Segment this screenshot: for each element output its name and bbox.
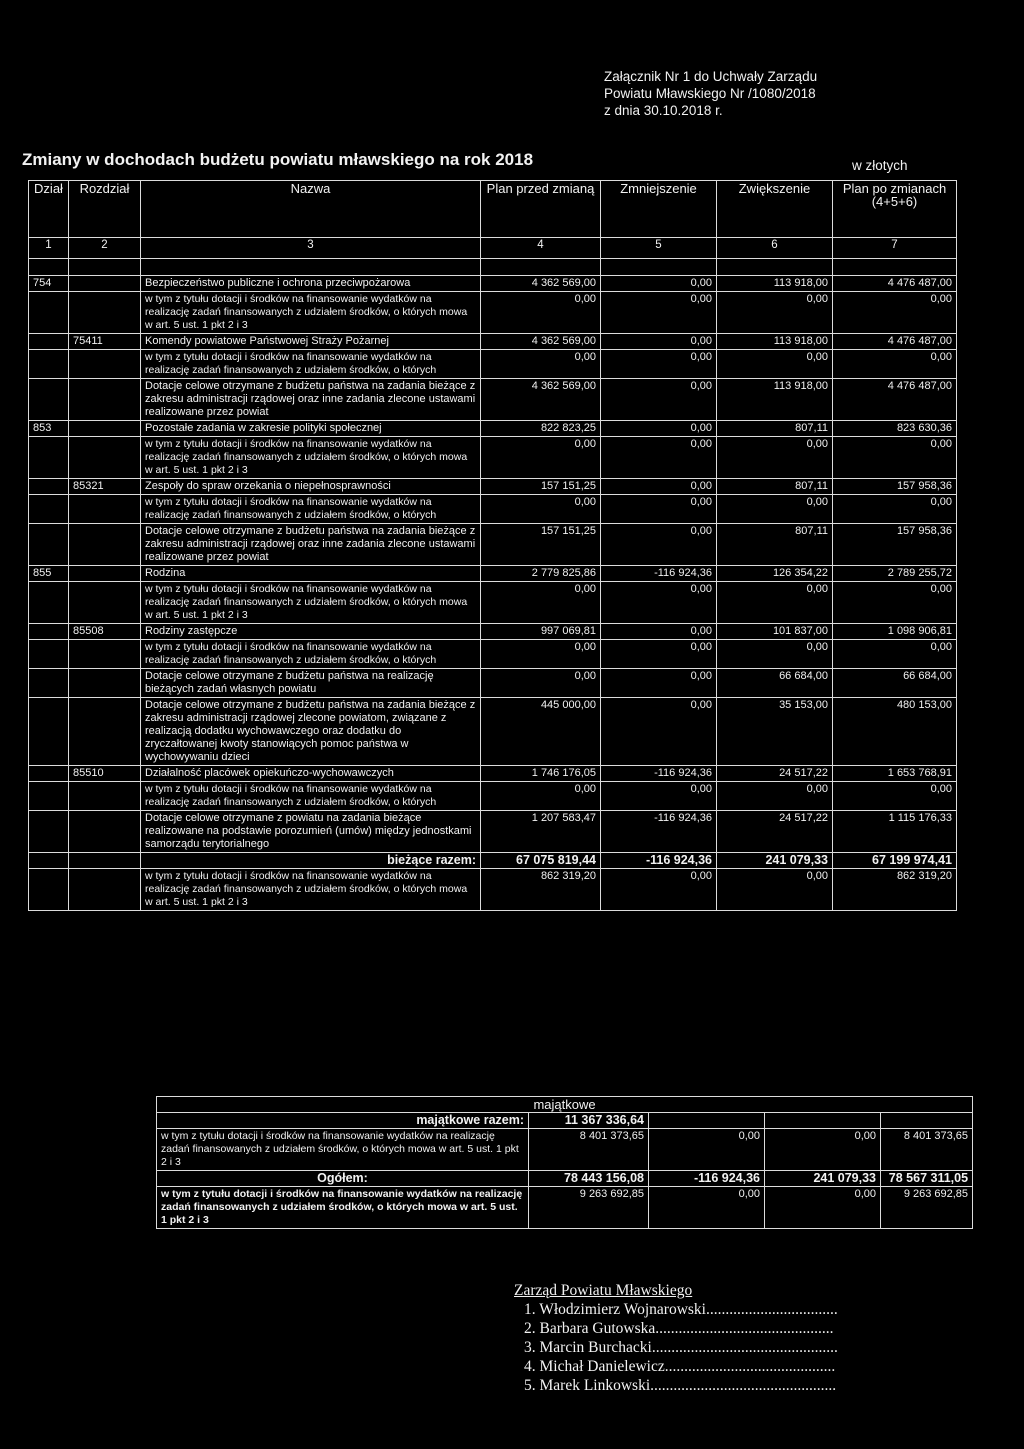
rozdzial-cell	[69, 669, 141, 698]
rozdzial-cell	[69, 811, 141, 853]
plan-before-cell: 157 151,25	[481, 524, 601, 566]
majatkowe-wtym-label: w tym z tytułu dotacji i środków na finansowanie wydatków na realizację zadań finansowanych z udziałem środków, o których mowa w art. 5 ust. 1 pkt 2 i 3	[157, 1129, 529, 1171]
name-cell: Działalność placówek opiekuńczo-wychowawczych	[141, 766, 481, 782]
decrease-cell: 0,00	[601, 276, 717, 292]
increase-cell: 0,00	[717, 582, 833, 624]
plan-after-cell: 66 684,00	[833, 669, 957, 698]
plan-after-cell: 1 115 176,33	[833, 811, 957, 853]
document-title: Zmiany w dochodach budżetu powiatu mławskiego na rok 2018	[22, 150, 534, 169]
rozdzial-cell	[69, 276, 141, 292]
majatkowe-header-row	[157, 1097, 973, 1113]
name-cell: Bezpieczeństwo publiczne i ochrona przeciwpożarowa	[141, 276, 481, 292]
decrease-cell: 0,00	[601, 350, 717, 379]
name-cell: Dotacje celowe otrzymane z budżetu państwa na realizację bieżących zadań własnych powiatu	[141, 669, 481, 698]
colnum: 2	[69, 238, 141, 259]
decrease-cell: 0,00	[601, 582, 717, 624]
majatkowe-wtym-v4: 8 401 373,65	[529, 1129, 649, 1171]
rozdzial-cell	[69, 379, 141, 421]
plan-after-cell: 4 476 487,00	[833, 334, 957, 350]
plan-after-cell: 823 630,36	[833, 421, 957, 437]
plan-after-cell: 0,00	[833, 782, 957, 811]
increase-cell: 113 918,00	[717, 276, 833, 292]
name-cell: Dotacje celowe otrzymane z budżetu państwa na zadania bieżące z zakresu administracji rządowej zlecone powiatom, związane z realizacją dodatku wychowawczego oraz dodatku do zryczałtowanej kwoty stanowiących pomoc państwa w wychowywaniu dzieci	[141, 698, 481, 766]
colnum: 3	[141, 238, 481, 259]
biezace-v4: 67 075 819,44	[481, 853, 601, 869]
increase-cell: 24 517,22	[717, 766, 833, 782]
rozdzial-cell	[69, 782, 141, 811]
header-line-2: Powiatu Mławskiego Nr /1080/2018	[604, 86, 816, 101]
increase-cell: 807,11	[717, 524, 833, 566]
rozdzial-cell	[69, 640, 141, 669]
ogolem-wtym-v7: 9 263 692,85	[881, 1187, 973, 1229]
majatkowe-total-label: majątkowe razem:	[157, 1113, 529, 1129]
decrease-cell: 0,00	[601, 782, 717, 811]
board-title: Zarząd Powiatu Mławskiego	[514, 1282, 693, 1299]
board-member: 3. Marcin Burchacki................................................	[524, 1339, 838, 1356]
dzial-cell	[29, 334, 69, 350]
increase-cell: 66 684,00	[717, 669, 833, 698]
header-line-1: Załącznik Nr 1 do Uchwały Zarządu	[604, 69, 818, 84]
majatkowe-wtym-v6: 0,00	[765, 1129, 881, 1171]
colnum: 5	[601, 238, 717, 259]
dzial-cell: 754	[29, 276, 69, 292]
ogolem-v5: -116 924,36	[649, 1171, 765, 1187]
colnum: 7	[833, 238, 957, 259]
plan-before-cell: 4 362 569,00	[481, 379, 601, 421]
colnum: 6	[717, 238, 833, 259]
name-cell: Zespoły do spraw orzekania o niepełnosprawności	[141, 479, 481, 495]
decrease-cell: 0,00	[601, 479, 717, 495]
table-row	[29, 698, 957, 766]
plan-after-cell: 0,00	[833, 640, 957, 669]
name-cell: Rodziny zastępcze	[141, 624, 481, 640]
plan-after-cell: 0,00	[833, 582, 957, 624]
dzial-cell	[29, 292, 69, 334]
name-cell: w tym z tytułu dotacji i środków na finansowanie wydatków na realizację zadań finansowanych z udziałem środków, o których mowa w art. 5 ust. 1 pkt 2 i 3	[141, 292, 481, 334]
biezace-v6: 241 079,33	[717, 853, 833, 869]
plan-after-cell: 157 958,36	[833, 479, 957, 495]
col-rozdzial: Rozdział	[69, 181, 141, 238]
income-changes-table	[28, 180, 957, 911]
plan-after-cell: 1 653 768,91	[833, 766, 957, 782]
col-plan-przed: Plan przed zmianą	[481, 181, 601, 238]
rozdzial-cell	[69, 698, 141, 766]
plan-after-cell: 0,00	[833, 292, 957, 334]
name-cell: Dotacje celowe otrzymane z budżetu państwa na zadania bieżące z zakresu administracji rządowej oraz inne zadania zlecone ustawami realizowane przez powiat	[141, 524, 481, 566]
plan-after-cell: 480 153,00	[833, 698, 957, 766]
biezace-wtym-label: w tym z tytułu dotacji i środków na finansowanie wydatków na realizację zadań finansowanych z udziałem środków, o których mowa w art. 5 ust. 1 pkt 2 i 3	[141, 869, 481, 911]
rozdzial-cell	[69, 495, 141, 524]
name-cell: w tym z tytułu dotacji i środków na finansowanie wydatków na realizację zadań finansowanych z udziałem środków, o których	[141, 782, 481, 811]
ogolem-v4: 78 443 156,08	[529, 1171, 649, 1187]
dzial-cell	[29, 811, 69, 853]
column-number-row	[29, 238, 957, 259]
decrease-cell: 0,00	[601, 379, 717, 421]
table-row	[29, 292, 957, 334]
signature-block	[514, 1281, 838, 1395]
col-plan-po: Plan po zmianach (4+5+6)	[833, 181, 957, 238]
col-zwiekszenie: Zwiększenie	[717, 181, 833, 238]
ogolem-wtym-label: w tym z tytułu dotacji i środków na finansowanie wydatków na realizację zadań finansowanych z udziałem środków, o których mowa w art. 5 ust. 1 pkt 2 i 3	[157, 1187, 529, 1229]
majatkowe-total-row	[157, 1113, 973, 1129]
majatkowe-wtym-v7: 8 401 373,65	[881, 1129, 973, 1171]
plan-before-cell: 0,00	[481, 495, 601, 524]
dzial-cell	[29, 766, 69, 782]
decrease-cell: 0,00	[601, 640, 717, 669]
biezace-v5: -116 924,36	[601, 853, 717, 869]
table-row	[29, 811, 957, 853]
attachment-header	[604, 68, 817, 119]
empty-cell	[69, 853, 141, 869]
ogolem-row	[157, 1171, 973, 1187]
name-cell: Dotacje celowe otrzymane z budżetu państwa na zadania bieżące z zakresu administracji rządowej oraz inne zadania zlecone ustawami realizowane przez powiat	[141, 379, 481, 421]
rozdzial-cell: 85510	[69, 766, 141, 782]
rozdzial-cell	[69, 421, 141, 437]
plan-after-cell: 2 789 255,72	[833, 566, 957, 582]
plan-before-cell: 445 000,00	[481, 698, 601, 766]
plan-after-cell: 4 476 487,00	[833, 379, 957, 421]
rozdzial-cell	[69, 524, 141, 566]
name-cell: w tym z tytułu dotacji i środków na finansowanie wydatków na realizację zadań finansowanych z udziałem środków, o których mowa w art. 5 ust. 1 pkt 2 i 3	[141, 582, 481, 624]
increase-cell: 126 354,22	[717, 566, 833, 582]
rozdzial-cell: 85508	[69, 624, 141, 640]
name-cell: w tym z tytułu dotacji i środków na finansowanie wydatków na realizację zadań finansowanych z udziałem środków, o których mowa w art. 5 ust. 1 pkt 2 i 3	[141, 437, 481, 479]
rozdzial-cell	[69, 566, 141, 582]
biezace-wtym-row	[29, 869, 957, 911]
header-line-3: z dnia 30.10.2018 r.	[604, 103, 723, 118]
increase-cell: 0,00	[717, 495, 833, 524]
increase-cell: 101 837,00	[717, 624, 833, 640]
spacer-row	[29, 259, 957, 276]
dzial-cell: 855	[29, 566, 69, 582]
table-row	[29, 437, 957, 479]
name-cell: Dotacje celowe otrzymane z powiatu na zadania bieżące realizowane na podstawie porozumień (umów) między jednostkami samorządu terytorialnego	[141, 811, 481, 853]
name-cell: Rodzina	[141, 566, 481, 582]
table-row	[29, 624, 957, 640]
increase-cell: 35 153,00	[717, 698, 833, 766]
table-row	[29, 379, 957, 421]
plan-after-cell: 0,00	[833, 495, 957, 524]
currency-unit: w złotych	[852, 158, 908, 173]
name-cell: w tym z tytułu dotacji i środków na finansowanie wydatków na realizację zadań finansowanych z udziałem środków, o których	[141, 640, 481, 669]
dzial-cell	[29, 624, 69, 640]
dzial-cell	[29, 698, 69, 766]
increase-cell: 0,00	[717, 292, 833, 334]
increase-cell: 807,11	[717, 479, 833, 495]
plan-before-cell: 0,00	[481, 582, 601, 624]
empty-cell	[69, 869, 141, 911]
table-row	[29, 766, 957, 782]
decrease-cell: 0,00	[601, 495, 717, 524]
empty-cell	[29, 869, 69, 911]
decrease-cell: 0,00	[601, 437, 717, 479]
rozdzial-cell: 85321	[69, 479, 141, 495]
rozdzial-cell	[69, 292, 141, 334]
table-row	[29, 276, 957, 292]
increase-cell: 0,00	[717, 350, 833, 379]
plan-before-cell: 997 069,81	[481, 624, 601, 640]
plan-before-cell: 822 823,25	[481, 421, 601, 437]
name-cell: w tym z tytułu dotacji i środków na finansowanie wydatków na realizację zadań finansowanych z udziałem środków, o których	[141, 495, 481, 524]
decrease-cell: 0,00	[601, 624, 717, 640]
board-member: 4. Michał Danielewicz............................................	[524, 1358, 836, 1375]
table-row	[29, 421, 957, 437]
table-row	[29, 524, 957, 566]
plan-before-cell: 4 362 569,00	[481, 276, 601, 292]
col-nazwa: Nazwa	[141, 181, 481, 238]
rozdzial-cell: 75411	[69, 334, 141, 350]
plan-before-cell: 157 151,25	[481, 479, 601, 495]
table-row	[29, 669, 957, 698]
table-row	[29, 566, 957, 582]
header-row	[29, 181, 957, 238]
decrease-cell: 0,00	[601, 292, 717, 334]
increase-cell: 0,00	[717, 782, 833, 811]
majatkowe-total-v4: 11 367 336,64	[529, 1113, 649, 1129]
ogolem-v6: 241 079,33	[765, 1171, 881, 1187]
dzial-cell	[29, 669, 69, 698]
biezace-total-label: bieżące razem:	[141, 853, 481, 869]
dzial-cell: 853	[29, 421, 69, 437]
dzial-cell	[29, 782, 69, 811]
dzial-cell	[29, 350, 69, 379]
dzial-cell	[29, 379, 69, 421]
capital-income-table	[156, 1096, 973, 1229]
plan-after-cell: 1 098 906,81	[833, 624, 957, 640]
biezace-wtym-v6: 0,00	[717, 869, 833, 911]
plan-before-cell: 0,00	[481, 640, 601, 669]
colnum: 4	[481, 238, 601, 259]
increase-cell: 113 918,00	[717, 334, 833, 350]
decrease-cell: -116 924,36	[601, 566, 717, 582]
plan-before-cell: 0,00	[481, 782, 601, 811]
increase-cell: 807,11	[717, 421, 833, 437]
increase-cell: 0,00	[717, 640, 833, 669]
decrease-cell: 0,00	[601, 334, 717, 350]
dzial-cell	[29, 524, 69, 566]
ogolem-wtym-v6: 0,00	[765, 1187, 881, 1229]
plan-before-cell: 0,00	[481, 437, 601, 479]
plan-after-cell: 157 958,36	[833, 524, 957, 566]
biezace-wtym-v5: 0,00	[601, 869, 717, 911]
decrease-cell: 0,00	[601, 524, 717, 566]
increase-cell: 24 517,22	[717, 811, 833, 853]
biezace-total-row	[29, 853, 957, 869]
increase-cell: 0,00	[717, 437, 833, 479]
decrease-cell: 0,00	[601, 421, 717, 437]
majatkowe-wtym-v5: 0,00	[649, 1129, 765, 1171]
plan-before-cell: 0,00	[481, 669, 601, 698]
decrease-cell: -116 924,36	[601, 811, 717, 853]
plan-before-cell: 0,00	[481, 350, 601, 379]
col-dzial: Dział	[29, 181, 69, 238]
table-row	[29, 334, 957, 350]
rozdzial-cell	[69, 350, 141, 379]
table-row	[29, 582, 957, 624]
rozdzial-cell	[69, 437, 141, 479]
plan-after-cell: 4 476 487,00	[833, 276, 957, 292]
rozdzial-cell	[69, 582, 141, 624]
board-member: 5. Marek Linkowski................................................	[524, 1377, 837, 1394]
plan-before-cell: 1 746 176,05	[481, 766, 601, 782]
ogolem-wtym-v4: 9 263 692,85	[529, 1187, 649, 1229]
ogolem-v7: 78 567 311,05	[881, 1171, 973, 1187]
decrease-cell: 0,00	[601, 698, 717, 766]
name-cell: Komendy powiatowe Państwowej Straży Pożarnej	[141, 334, 481, 350]
majatkowe-wtym-row	[157, 1129, 973, 1171]
name-cell: w tym z tytułu dotacji i środków na finansowanie wydatków na realizację zadań finansowanych z udziałem środków, o których	[141, 350, 481, 379]
colnum: 1	[29, 238, 69, 259]
dzial-cell	[29, 640, 69, 669]
plan-before-cell: 0,00	[481, 292, 601, 334]
name-cell: Pozostałe zadania w zakresie polityki społecznej	[141, 421, 481, 437]
ogolem-label: Ogółem:	[157, 1171, 529, 1187]
board-member: 2. Barbara Gutowska..............................................	[524, 1320, 834, 1337]
biezace-v7: 67 199 974,41	[833, 853, 957, 869]
decrease-cell: 0,00	[601, 669, 717, 698]
table-row	[29, 350, 957, 379]
plan-after-cell: 0,00	[833, 437, 957, 479]
dzial-cell	[29, 479, 69, 495]
dzial-cell	[29, 582, 69, 624]
plan-after-cell: 0,00	[833, 350, 957, 379]
table-row	[29, 640, 957, 669]
decrease-cell: -116 924,36	[601, 766, 717, 782]
col-zmniejszenie: Zmniejszenie	[601, 181, 717, 238]
plan-before-cell: 4 362 569,00	[481, 334, 601, 350]
biezace-wtym-v4: 862 319,20	[481, 869, 601, 911]
ogolem-wtym-row	[157, 1187, 973, 1229]
plan-before-cell: 2 779 825,86	[481, 566, 601, 582]
dzial-cell	[29, 437, 69, 479]
table-row	[29, 479, 957, 495]
table-row	[29, 782, 957, 811]
dzial-cell	[29, 495, 69, 524]
ogolem-wtym-v5: 0,00	[649, 1187, 765, 1229]
empty-cell	[29, 853, 69, 869]
biezace-wtym-v7: 862 319,20	[833, 869, 957, 911]
increase-cell: 113 918,00	[717, 379, 833, 421]
plan-before-cell: 1 207 583,47	[481, 811, 601, 853]
majatkowe-header: majątkowe	[157, 1097, 973, 1113]
table-row	[29, 495, 957, 524]
board-member: 1. Włodzimierz Wojnarowski..................................	[524, 1301, 838, 1318]
